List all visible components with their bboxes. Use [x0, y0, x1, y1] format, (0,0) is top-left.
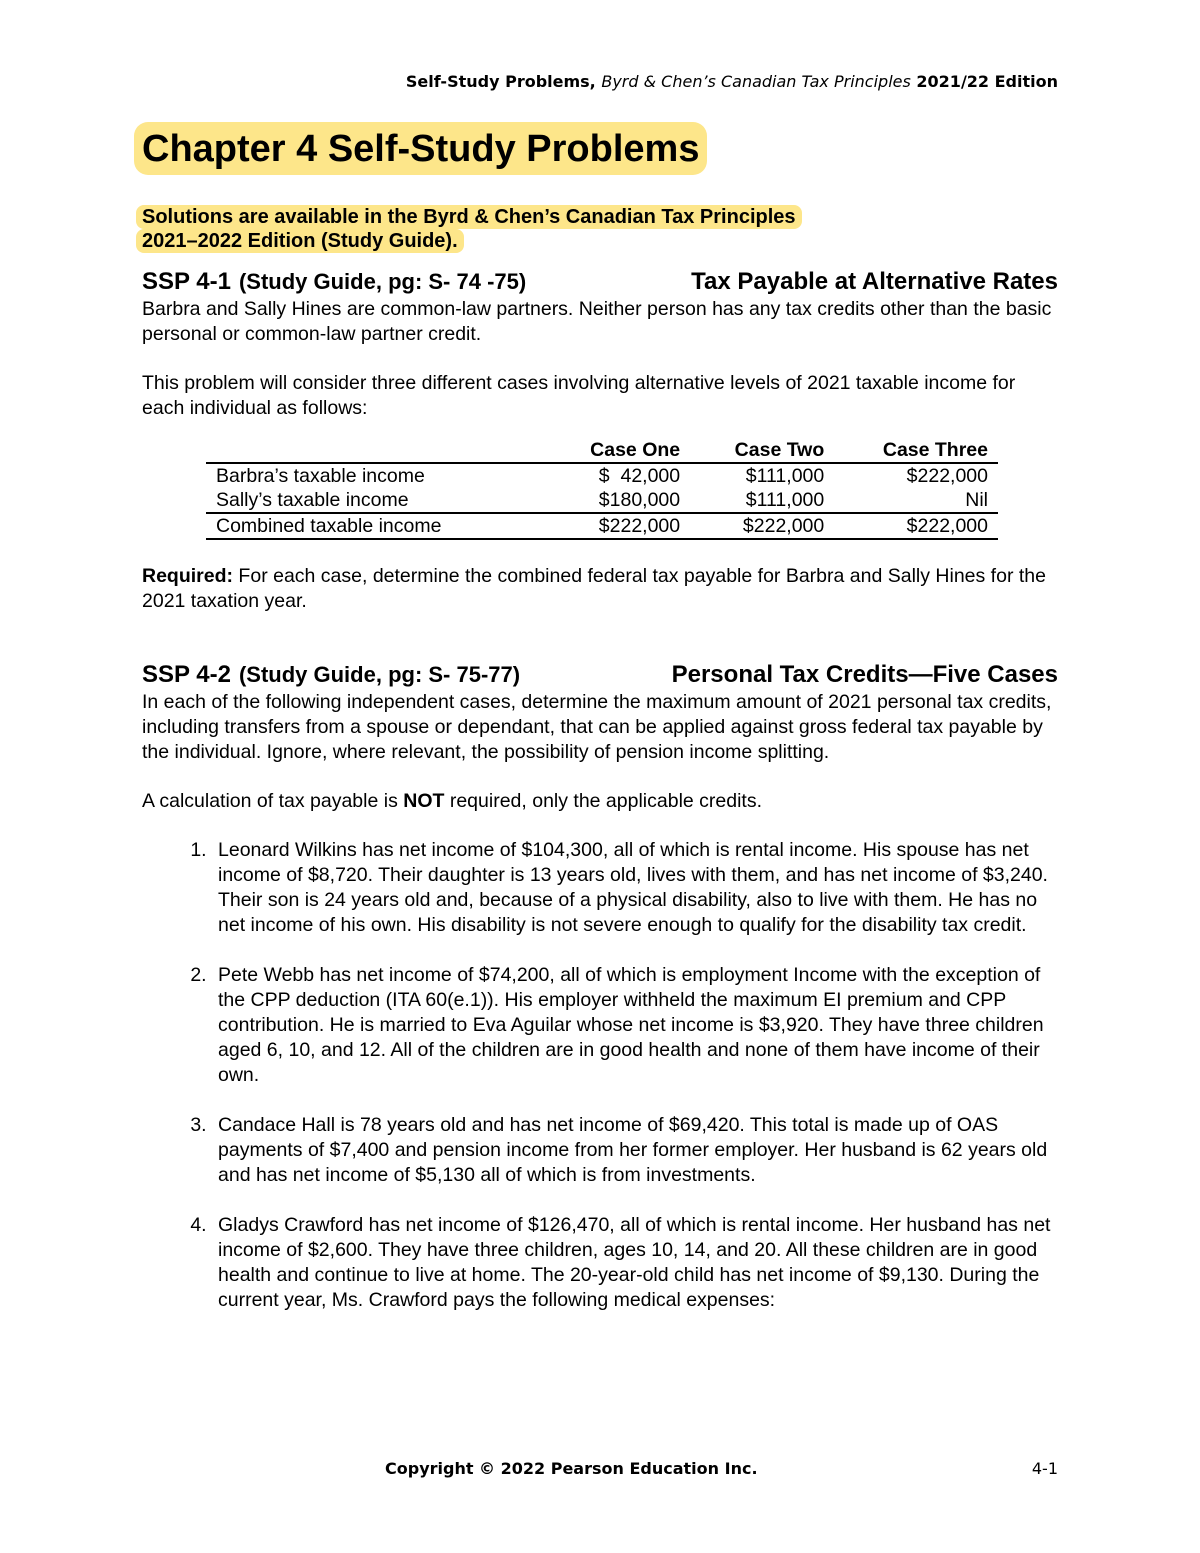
- ssp-4-2-guide-ref: (Study Guide, pg: S- 75-77): [238, 662, 521, 687]
- case-list: [142, 838, 1058, 1313]
- table-total-row: [206, 513, 998, 539]
- required-text: For each case, determine the combined federal tax payable for Barbra and Sally Hines for the 2021 taxation year.: [142, 565, 1046, 612]
- table-header-case-three: Case Three: [834, 439, 998, 463]
- table-header-blank: [206, 439, 546, 463]
- ssp-4-2-title: Personal Tax Credits—Five Cases: [671, 661, 1058, 688]
- page-number: 4-1: [1031, 1459, 1058, 1478]
- ssp-4-2-intro: In each of the following independent cases, determine the maximum amount of 2021 personal tax credits, including transfers from a spouse or dependant, that can be applied against gross federal tax payable by the individual. Ignore, where relevant, the possibility of pension income splitting.: [142, 691, 1052, 763]
- ssp-4-1-title: Tax Payable at Alternative Rates: [691, 268, 1058, 295]
- total-value: $222,000: [690, 513, 834, 539]
- ssp-4-1-code: SSP 4-1: [142, 268, 231, 295]
- taxable-income-table: [206, 439, 998, 540]
- ssp-4-1-description: This problem will consider three different cases involving alternative levels of 2021 taxable income for each individual as follows:: [142, 372, 1016, 419]
- cell-value: $111,000: [745, 465, 825, 487]
- cell-value: $222,000: [906, 465, 988, 487]
- table-row: [206, 488, 998, 513]
- copyright: Copyright © 2022 Pearson Education Inc.: [385, 1459, 758, 1478]
- note-text: A calculation of tax payable is: [142, 790, 404, 812]
- main-content: [142, 122, 1058, 1338]
- cell-value: $111,000: [745, 489, 825, 511]
- running-header: [406, 72, 1058, 91]
- header-edition: 2021/22 Edition: [916, 72, 1058, 91]
- note-text-end: required, only the applicable credits.: [444, 790, 763, 812]
- list-item: 2. Pete Webb has net income of $74,200, all of which is employment Income with the exception of the CPP deduction (ITA 60(e.1)). His employer withheld the maximum EI premium and CPP contribution. He is married to Eva Aguilar whose net income is $3,920. They have three children aged 6, 10, and 12. All of the children are in good health and none of them have income of their own.: [212, 963, 1058, 1088]
- note-emphasis: NOT: [403, 790, 445, 812]
- table-header-case-two: Case Two: [690, 439, 834, 463]
- ssp-4-2-code: SSP 4-2: [142, 661, 231, 688]
- list-item: 1. Leonard Wilkins has net income of $104,300, all of which is rental income. His spouse has net income of $8,720. Their daughter is 13 years old, lives with them, and has net income of $3,240. Their son is 24 years old and, because of a physical disability, also to live with them. He has no net income of his own. His disability is not severe enough to qualify for the disability tax credit.: [212, 838, 1058, 938]
- ssp-4-2-heading: [142, 660, 1058, 690]
- row-label: Sally’s taxable income: [216, 489, 409, 511]
- list-item: 3. Candace Hall is 78 years old and has net income of $69,420. This total is made up of OAS payments of $7,400 and pension income from her former employer. Her husband is 62 years old and has net income of $5,130 all of which is from investments.: [212, 1113, 1058, 1188]
- ssp-4-1-required: [142, 564, 1058, 614]
- total-value: $222,000: [546, 513, 690, 539]
- ssp-4-1-heading: [142, 267, 1058, 297]
- ssp-4-2-note: [142, 789, 1058, 814]
- list-item: 4. Gladys Crawford has net income of $126,470, all of which is rental income. Her husband has net income of $2,600. They have three children, ages 10, 14, and 20. All these children are in good health and continue to live at home. The 20-year-old child has net income of $9,130. During the current year, Ms. Crawford pays the following medical expenses:: [212, 1213, 1058, 1313]
- table-header-row: [206, 439, 998, 463]
- total-label: Combined taxable income: [206, 513, 546, 539]
- ssp-4-1-guide-ref: (Study Guide, pg: S- 74 -75): [238, 269, 527, 294]
- header-prefix: Self-Study Problems,: [405, 72, 596, 91]
- header-book-title: Byrd & Chen’s Canadian Tax Principles: [601, 72, 911, 91]
- solutions-line-1: Solutions are available in the Byrd & Chen’s Canadian Tax Principles: [136, 205, 802, 229]
- chapter-title: Chapter 4 Self-Study Problems: [134, 122, 707, 175]
- cell-value: $180,000: [598, 489, 681, 511]
- solutions-line-2: 2021–2022 Edition (Study Guide).: [136, 229, 464, 253]
- total-value: $222,000: [834, 513, 998, 539]
- row-label: Barbra’s taxable income: [216, 465, 425, 487]
- solutions-note: [142, 205, 1058, 253]
- table-row: [206, 463, 998, 488]
- table-header-case-one: Case One: [546, 439, 690, 463]
- ssp-4-1-intro: Barbra and Sally Hines are common-law partners. Neither person has any tax credits other than the basic personal or common-law partner credit.: [142, 298, 1052, 345]
- cell-value: $ 42,000: [598, 465, 681, 487]
- required-label: Required:: [142, 565, 234, 587]
- cell-value: Nil: [965, 489, 988, 511]
